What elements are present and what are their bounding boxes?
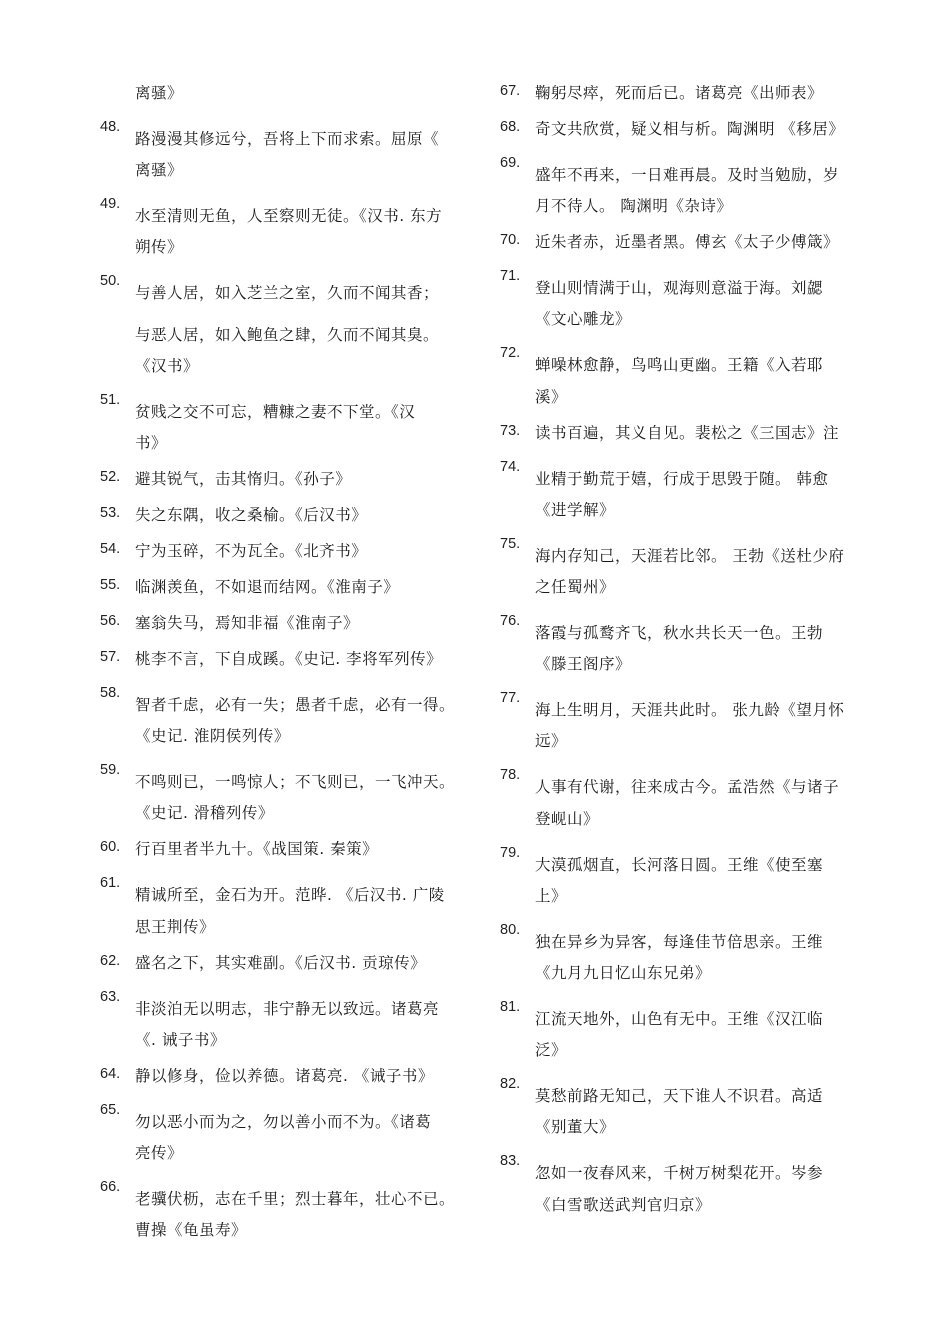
quote-line: 奇文共欣赏，疑义相与析。陶渊明 《移居》	[535, 120, 845, 138]
quote-item	[100, 505, 472, 525]
quote-line: 独在异乡为异客，每逢佳节倍思亲。王维	[535, 932, 824, 951]
quote-item	[500, 83, 875, 103]
quote-number: 65.	[100, 1101, 121, 1118]
quote-item	[500, 1076, 875, 1137]
quote-number: 48.	[100, 119, 121, 135]
quote-line: 与善人居，如入芝兰之室，久而不闻其香；	[135, 284, 440, 303]
quote-item	[100, 196, 472, 257]
quote-line: 静以修身，俭以养德。诸葛亮. 《诫子书》	[135, 1066, 434, 1085]
quote-number: 60.	[100, 839, 121, 856]
quote-number: 67.	[500, 83, 521, 99]
quote-item	[500, 999, 875, 1060]
quote-number: 52.	[100, 469, 121, 486]
quote-line: 宁为玉碎，不为瓦全。《北齐书》	[135, 542, 368, 561]
quote-line: 鞠躬尽瘁，死而后已。诸葛亮《出师表》	[535, 84, 824, 102]
quote-item	[100, 273, 472, 375]
quote-line: 贫贱之交不可忘，糟糠之妻不下堂。《汉	[135, 402, 416, 421]
quote-number: 78.	[500, 767, 521, 784]
quote-item	[100, 762, 472, 823]
quote-text	[135, 273, 472, 375]
quote-text	[535, 690, 875, 751]
quote-line: 登岘山》	[535, 809, 600, 828]
quote-item	[100, 613, 472, 633]
quote-text	[535, 767, 875, 828]
quote-number: 66.	[100, 1179, 121, 1196]
quote-number: 53.	[100, 505, 121, 522]
quote-number: 58.	[100, 685, 121, 702]
quote-line: 行百里者半九十。《战国策. 秦策》	[135, 840, 379, 859]
quote-line: 思王荆传》	[135, 917, 216, 936]
quote-number: 56.	[100, 613, 121, 630]
quote-line: 水至清则无鱼，人至察则无徒。《汉书. 东方	[135, 207, 443, 226]
quote-line: 《九月九日忆山东兄弟》	[535, 964, 712, 983]
quote-number: 68.	[500, 119, 521, 135]
quote-line: 人事有代谢，往来成古今。孟浩然《与诸子	[535, 778, 840, 797]
quote-number: 54.	[100, 541, 121, 558]
quote-number: 83.	[500, 1153, 521, 1170]
quote-text	[135, 392, 472, 453]
quote-item	[100, 541, 472, 561]
quote-text	[535, 1076, 875, 1137]
quote-text	[135, 1066, 472, 1086]
quote-text	[535, 922, 875, 983]
quote-line: 读书百遍，其义自见。裴松之《三国志》注	[535, 423, 840, 442]
quote-line: 勿以恶小而为之，勿以善小而不为。《诸葛	[135, 1112, 432, 1131]
quote-line: 精诚所至，金石为开。范晔. 《后汉书. 广陵	[135, 886, 445, 905]
quote-item	[100, 953, 472, 973]
quote-text	[535, 845, 875, 906]
quote-item	[500, 845, 875, 906]
quote-number: 73.	[500, 422, 521, 439]
quote-line: 书》	[135, 434, 168, 453]
quote-line: 江流天地外，山色有无中。王维《汉江临	[535, 1010, 824, 1029]
quote-item	[100, 839, 472, 859]
quote-text	[135, 989, 472, 1050]
quote-line: 《史记. 淮阴侯列传》	[135, 727, 290, 746]
quote-line: 智者千虑，必有一失；愚者千虑，必有一得。	[135, 696, 456, 715]
quote-line: 《文心雕龙》	[535, 310, 632, 329]
quote-item	[100, 392, 472, 453]
left-column	[100, 83, 472, 1256]
quote-line: 不鸣则已，一鸣惊人；不飞则已，一飞冲天。	[135, 773, 456, 792]
quote-line: 朔传》	[135, 238, 184, 257]
quote-item	[100, 119, 472, 180]
quote-line: 《进学解》	[535, 500, 616, 519]
quote-text	[135, 196, 472, 257]
quote-line: 临渊羡鱼，不如退而结网。《淮南子》	[135, 578, 400, 597]
quote-number: 81.	[500, 999, 521, 1016]
quote-line: 之任蜀州》	[535, 578, 616, 597]
quote-text	[135, 875, 472, 936]
quote-item	[500, 536, 875, 597]
quote-text	[135, 469, 472, 489]
quote-line: 《. 诫子书》	[135, 1030, 226, 1049]
quote-line: 亮传》	[135, 1144, 184, 1163]
quote-item	[500, 613, 875, 674]
quote-text	[535, 345, 875, 406]
quote-text	[135, 613, 472, 633]
quote-item	[100, 989, 472, 1050]
quote-number: 63.	[100, 988, 121, 1005]
quote-item	[500, 1153, 875, 1214]
quote-line: 曹操《龟虽寿》	[135, 1221, 248, 1240]
quote-item	[100, 83, 472, 103]
quote-text	[135, 685, 472, 746]
quote-number: 57.	[100, 649, 121, 666]
quote-text	[535, 268, 875, 329]
quote-line: 《汉书》	[135, 356, 200, 375]
quote-line: 塞翁失马，焉知非福《淮南子》	[135, 614, 360, 633]
quote-item	[100, 1102, 472, 1163]
quote-line: 桃李不言，下自成蹊。《史记. 李将军列传》	[135, 650, 443, 669]
quote-item	[500, 459, 875, 520]
quote-text	[135, 577, 472, 597]
quote-text	[535, 155, 875, 216]
quote-item	[100, 875, 472, 936]
quote-item	[100, 649, 472, 669]
quote-item	[500, 690, 875, 751]
quote-number: 82.	[500, 1076, 521, 1093]
quote-item	[100, 685, 472, 746]
quote-line: 蝉噪林愈静，鸟鸣山更幽。王籍《入若耶	[535, 356, 824, 375]
quote-item	[500, 232, 875, 252]
quote-text	[135, 1179, 472, 1240]
quote-text	[135, 505, 472, 525]
quote-text	[135, 541, 472, 561]
quote-line: 远》	[535, 732, 568, 751]
quote-line: 泛》	[535, 1041, 568, 1060]
quote-item	[500, 119, 875, 139]
quote-line: 盛年不再来，一日难再晨。及时当勉励，岁	[535, 166, 840, 184]
quote-number: 49.	[100, 196, 121, 213]
quote-text	[135, 1102, 472, 1163]
quote-line: 近朱者赤，近墨者黑。傅玄《太子少傅箴》	[535, 233, 840, 252]
quote-line: 溪》	[535, 387, 568, 406]
quote-line: 大漠孤烟直，长河落日圆。王维《使至塞	[535, 855, 824, 874]
quote-item	[100, 577, 472, 597]
quote-line: 海上生明月，天涯共此时。 张九龄《望月怀	[535, 701, 845, 720]
quote-text	[535, 83, 875, 103]
quote-item	[500, 423, 875, 443]
quote-number: 51.	[100, 391, 121, 408]
quote-line: 非淡泊无以明志，非宁静无以致远。诸葛亮	[135, 999, 440, 1018]
quote-number: 77.	[500, 690, 521, 707]
quote-number: 74.	[500, 458, 521, 475]
quote-line: 离骚》	[135, 161, 184, 180]
quote-text	[135, 649, 472, 669]
quote-text	[535, 613, 875, 674]
quote-line: 失之东隅，收之桑榆。《后汉书》	[135, 506, 368, 525]
quote-line: 《白雪歌送武判官归京》	[535, 1195, 712, 1214]
quote-line: 《别董大》	[535, 1118, 616, 1137]
quote-item	[500, 155, 875, 216]
quote-line: 《史记. 滑稽列传》	[135, 804, 274, 823]
quote-line: 避其锐气，击其惰归。《孙子》	[135, 470, 352, 489]
quote-item	[100, 1179, 472, 1240]
quote-text	[535, 119, 875, 139]
quote-number: 59.	[100, 762, 121, 779]
quote-line: 落霞与孤鹜齐飞，秋水共长天一色。王勃	[535, 624, 824, 643]
quote-line: 月不待人。 陶渊明《杂诗》	[535, 197, 733, 216]
quote-text	[135, 839, 472, 859]
quote-number: 72.	[500, 345, 521, 362]
quote-number: 71.	[500, 268, 521, 285]
quote-text	[535, 459, 875, 520]
right-column	[500, 83, 875, 1231]
quote-text	[535, 999, 875, 1060]
quote-text	[135, 953, 472, 973]
quote-number: 69.	[500, 155, 521, 171]
quote-line: 路漫漫其修远兮，吾将上下而求索。屈原《	[135, 130, 440, 148]
quote-number: 76.	[500, 613, 521, 630]
quote-line: 业精于勤荒于嬉，行成于思毁于随。 韩愈	[535, 469, 829, 488]
quote-line: 登山则情满于山，观海则意溢于海。刘勰	[535, 279, 824, 298]
quote-number: 75.	[500, 535, 521, 552]
quote-number: 80.	[500, 921, 521, 938]
quote-item	[500, 268, 875, 329]
quote-line: 与恶人居，如入鲍鱼之肆，久而不闻其臭。	[135, 325, 440, 344]
quote-number: 79.	[500, 844, 521, 861]
quote-item	[500, 767, 875, 828]
quote-number: 50.	[100, 273, 121, 290]
quote-text	[135, 119, 472, 180]
quote-text	[535, 232, 875, 252]
quote-item	[500, 922, 875, 983]
quote-item	[100, 469, 472, 489]
quote-text	[135, 83, 472, 103]
quote-line: 离骚》	[135, 84, 184, 102]
quote-line: 忽如一夜春风来，千树万树梨花开。岑参	[535, 1164, 824, 1183]
quote-number: 62.	[100, 952, 121, 969]
quote-text	[535, 536, 875, 597]
quote-text	[135, 762, 472, 823]
quote-item	[100, 1066, 472, 1086]
quote-text	[535, 1153, 875, 1214]
quote-text	[535, 423, 875, 443]
quote-item	[500, 345, 875, 406]
quote-line: 莫愁前路无知己，天下谁人不识君。高适	[535, 1087, 824, 1106]
quote-line: 上》	[535, 886, 568, 905]
quote-number: 55.	[100, 577, 121, 594]
quote-number: 70.	[500, 232, 521, 249]
quote-line: 海内存知己，天涯若比邻。 王勃《送杜少府	[535, 546, 845, 565]
quote-line: 《滕王阁序》	[535, 655, 632, 674]
quote-line: 老骥伏枥，志在千里；烈士暮年，壮心不已。	[135, 1190, 456, 1209]
quote-number: 61.	[100, 875, 121, 892]
quote-line: 盛名之下，其实难副。《后汉书. 贡琼传》	[135, 953, 427, 972]
quote-number: 64.	[100, 1065, 121, 1082]
